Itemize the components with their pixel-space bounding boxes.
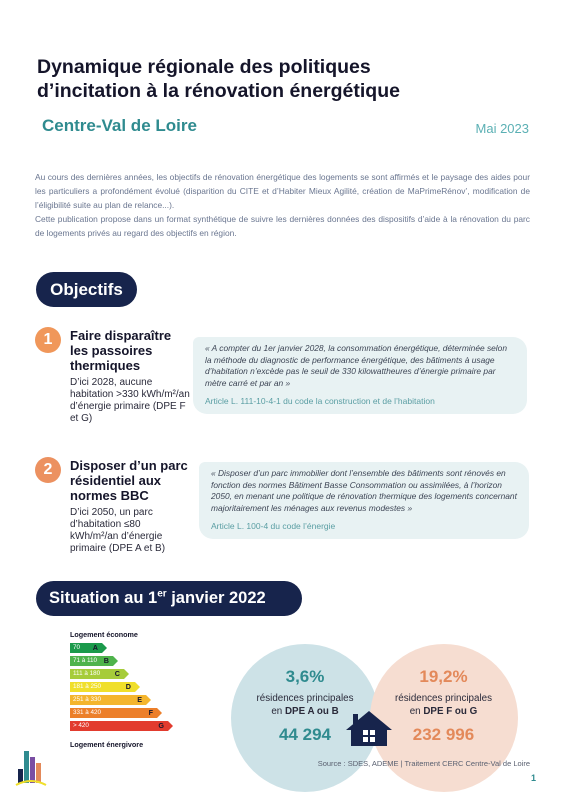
dpe-bar-c xyxy=(70,669,124,679)
objective-2-title: Disposer d’un parc résidentiel aux normes BBC xyxy=(70,458,188,503)
dpe-bar-range: 251 à 330 xyxy=(73,696,102,703)
dpe-bar-letter: D xyxy=(125,682,131,691)
objective-2-quote: « Disposer d’un parc immobilier dont l’ensemble des bâtiments sont rénovés en fonction des normes Bâtiment Basse Consommation ou assimilées, à l’horizon 2050, en menant une politique de rénovation thermique des logements concernant majoritairement les ménages aux revenus modestes » xyxy=(211,468,517,513)
dpe-top-label: Logement économe xyxy=(70,630,138,639)
situation-heading-end: janvier 2022 xyxy=(166,589,266,607)
source-note: Source : SDES, ADEME | Traitement CERC Centre-Val de Loire xyxy=(317,759,530,768)
publication-date: Mai 2023 xyxy=(475,121,529,136)
intro-paragraph-2: Cette publication propose dans un format synthétique de suivre les dernières données des dispositifs d’aide à la rénovation du parc de logements privés au regard des objectifs en région. xyxy=(35,214,530,238)
dpe-ab-line2-prefix: en xyxy=(271,706,285,717)
dpe-bar-arrow xyxy=(157,708,162,718)
intro-paragraph-1: Au cours des dernières années, les objectifs de rénovation énergétique des logements se sont affirmés et le paysage des aides pour les particuliers a profondément évolué (disparition du CITE et d’Habiter Mieux Agilité, création de MaPrimeRénov’, modification de l’éligibilité suite au plan de relance...). xyxy=(35,172,530,210)
objective-2-quote-box xyxy=(199,462,529,539)
dpe-fg-line2-prefix: en xyxy=(409,706,424,717)
objectifs-heading: Objectifs xyxy=(36,272,137,307)
dpe-bar-range: 111 à 180 xyxy=(73,670,101,677)
title-line-1: Dynamique régionale des politiques xyxy=(37,56,371,78)
dpe-bar-arrow xyxy=(102,643,107,653)
dpe-bar-g xyxy=(70,721,168,731)
objective-1-description: D’ici 2028, aucune habitation >330 kWh/m²/an d’énergie primaire (DPE F et G) xyxy=(70,377,190,424)
dpe-bar-letter: E xyxy=(137,695,142,704)
objective-1-reference: Article L. 111-10-4-1 du code la construction et de l’habitation xyxy=(205,396,435,406)
dpe-ab-percent: 3,6% xyxy=(285,667,325,686)
dpe-bar-e xyxy=(70,695,146,705)
objective-1-title: Faire disparaître les passoires thermiques xyxy=(70,328,172,373)
situation-heading-main: Situation au 1 xyxy=(49,589,158,607)
objective-1-quote: « A compter du 1er janvier 2028, la consommation énergétique, déterminée selon la méthode du diagnostic de performance énergétique, des bâtiments à usage d’habitation n’excède pas le seuil de 330 kilowattheures d’énergie primaire par mètre carré et par an » xyxy=(205,343,507,388)
title-line-2: d’incitation à la rénovation énergétique xyxy=(37,80,400,102)
dpe-bar-range: 181 à 250 xyxy=(73,683,102,690)
dpe-fg-line1: résidences principales xyxy=(395,693,492,704)
dpe-bar-range: 71 à 110 xyxy=(73,657,98,664)
objective-1-quote-box xyxy=(193,337,527,414)
page-title xyxy=(37,55,537,103)
dpe-bar-letter: C xyxy=(114,669,120,678)
dpe-fg-line2 xyxy=(376,705,511,718)
dpe-bar-arrow xyxy=(146,695,151,705)
objective-2-reference: Article L. 100-4 du code l’énergie xyxy=(211,521,336,531)
dpe-fg-percent: 19,2% xyxy=(419,667,468,686)
objective-2-number-badge: 2 xyxy=(35,457,61,483)
objective-1-number-badge: 1 xyxy=(35,327,61,353)
situation-heading-sup: er xyxy=(157,588,167,600)
cerc-logo-icon xyxy=(14,747,48,787)
dpe-bar-letter: F xyxy=(148,708,153,717)
dpe-bar-arrow xyxy=(168,721,173,731)
dpe-bar-arrow xyxy=(135,682,140,692)
dpe-bar-range: > 420 xyxy=(73,722,89,729)
dpe-bar-f xyxy=(70,708,157,718)
dpe-fg-stat xyxy=(376,667,511,745)
dpe-ab-line2-bold: DPE A ou B xyxy=(284,706,339,717)
situation-heading xyxy=(36,581,302,616)
region-name: Centre-Val de Loire xyxy=(42,116,197,135)
dpe-bar-letter: B xyxy=(103,656,109,665)
objective-2-description: D’ici 2050, un parc d’habitation ≤80 kWh/m²/an d’énergie primaire (DPE A et B) xyxy=(70,507,166,554)
dpe-fg-count: 232 996 xyxy=(412,725,475,744)
dpe-fg-line2-bold: DPE F ou G xyxy=(423,706,478,717)
dpe-ab-count: 44 294 xyxy=(279,725,331,744)
dpe-bar-range: 331 à 420 xyxy=(73,709,102,716)
intro-text xyxy=(35,170,530,240)
dpe-bottom-label: Logement énergivore xyxy=(70,740,144,749)
dpe-ab-line1: résidences principales xyxy=(256,693,354,704)
dpe-bar-arrow xyxy=(113,656,118,666)
dpe-bar-b xyxy=(70,656,113,666)
house-icon xyxy=(343,708,395,748)
dpe-bar-range: 70 xyxy=(73,644,81,651)
dpe-bar-letter: G xyxy=(158,721,164,730)
dpe-bar-d xyxy=(70,682,135,692)
dpe-bar-letter: A xyxy=(92,643,98,652)
dpe-bar-arrow xyxy=(124,669,129,679)
dpe-bar-a xyxy=(70,643,102,653)
page-number: 1 xyxy=(530,773,536,783)
